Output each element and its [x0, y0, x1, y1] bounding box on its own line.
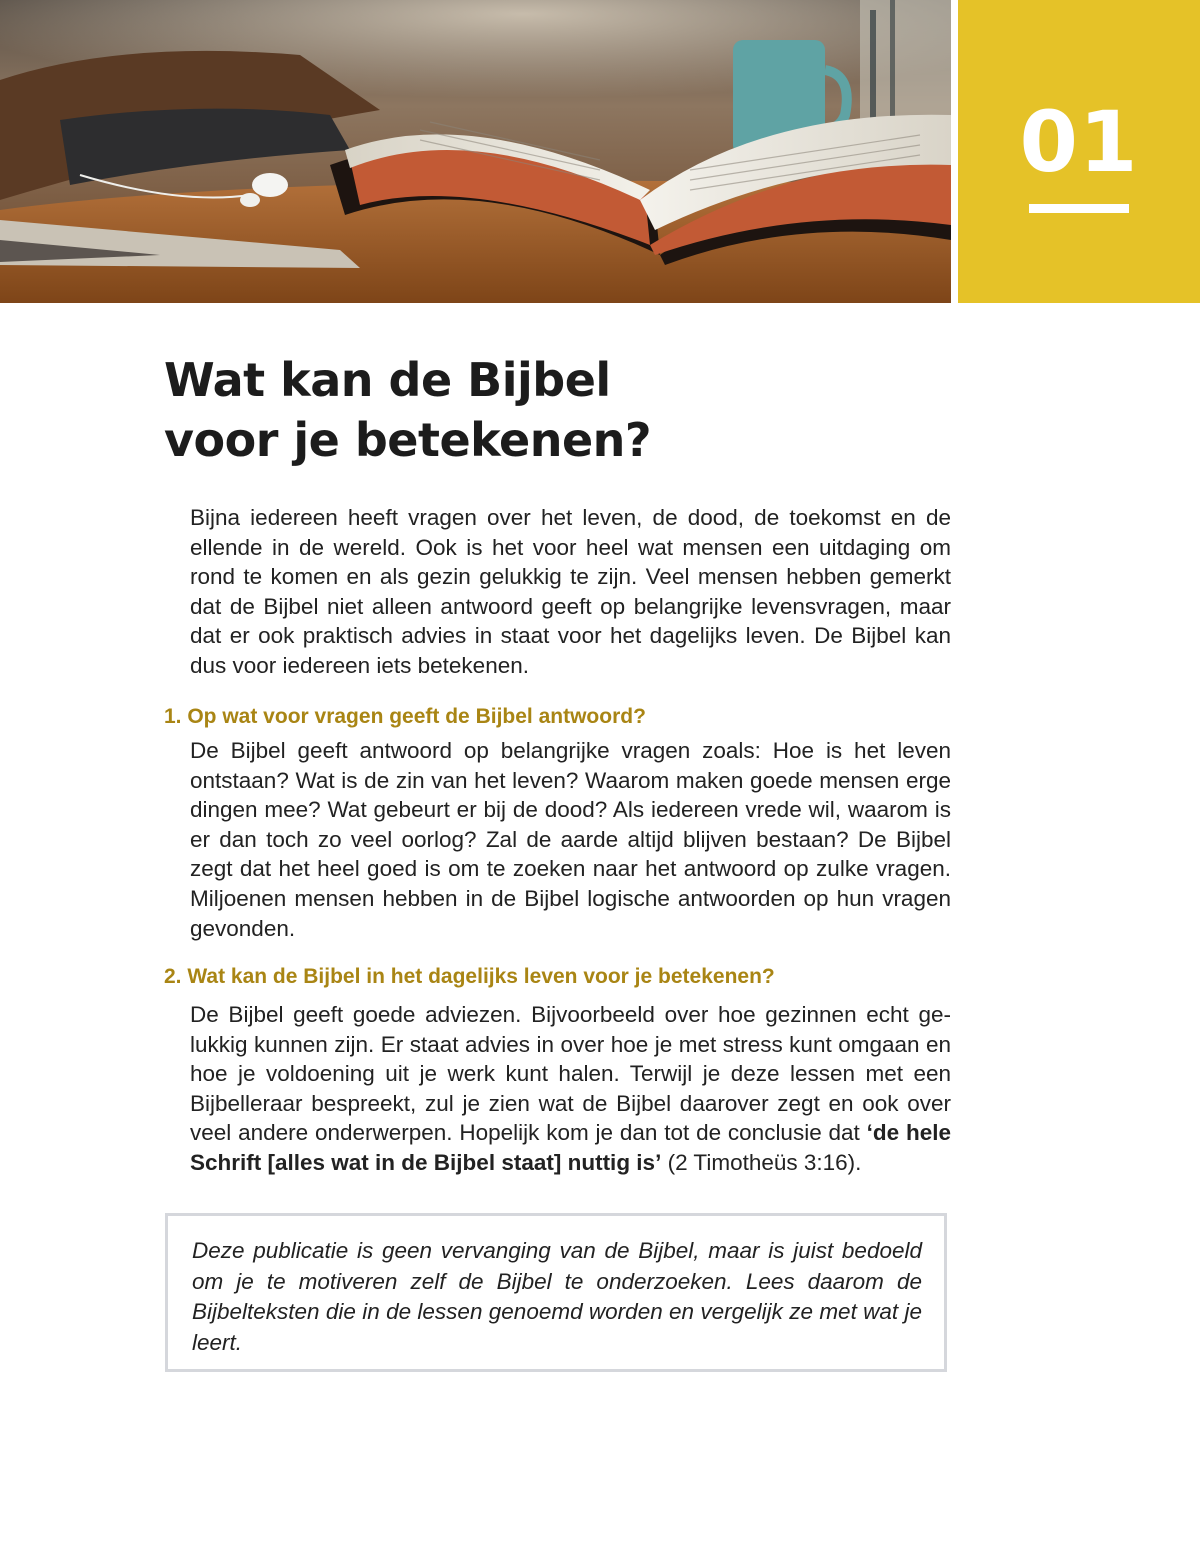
- page-title-line-2: voor je betekenen?: [164, 413, 652, 467]
- bible-quote: ‘de hele Schrift [alles wat in de Bijbel staat] nuttig is’: [190, 1120, 951, 1175]
- lesson-number-underline: [1029, 204, 1129, 213]
- page-title-line-1: Wat kan de Bijbel: [164, 353, 611, 407]
- section-1-body: De Bijbel geeft antwoord op belangrijke vragen zoals: Hoe is het leven ontstaan? Wat is de zin van het leven? Waarom maken goede mensen erge dingen mee? Wat gebeurt er bij de dood? Als iedereen vrede wil, waarom is er dan toch zo veel oorlog? Zal de aarde altijd blijven bestaan? De Bijbel zegt dat het heel goed is om te zoeken naar het antwoord op zulke vragen. Miljoenen mensen hebben in de Bijbel logische antwoorden op hun vragen gevonden.: [190, 738, 951, 941]
- lesson-number: 01: [1019, 93, 1139, 191]
- section-2-body: [190, 1000, 951, 1178]
- intro-paragraph: Bijna iedereen heeft vragen over het leven, de dood, de toekomst en de ellende in de wereld. Ook is het voor heel wat mensen een uitdaging om rond te komen en als gezin gelukkig te zijn. Veel mensen hebben gemerkt dat de Bijbel niet alleen antwoord geeft op belangrijke levensvragen, maar dat er ook praktisch advies in staat voor het dagelijks leven. De Bijbel kan dus voor iedereen iets betekenen.: [190, 505, 951, 678]
- header-photo-open-bible: [0, 0, 951, 303]
- page-title: [164, 350, 864, 470]
- section-2-heading: 2. Wat kan de Bijbel in het dagelijks leven voor je betekenen?: [164, 965, 775, 988]
- section-1-heading: 1. Op wat voor vragen geeft de Bijbel antwoord?: [164, 705, 646, 728]
- note-box: [165, 1213, 947, 1372]
- open-bible-illustration: [0, 0, 951, 303]
- section-2-body-text: De Bijbel geeft goede adviezen. Bijvoorbeeld over hoe gezinnen echt gelukkig kunnen zijn. Er staat advies in over hoe je met stress kunt omgaan en hoe je voldoening uit je werk kunt halen. Terwijl je deze lessen met een Bijbelleraar bespreekt, zul je zien wat de Bijbel daarover zegt en ook over veel andere onderwerpen. Hopelijk kom je dan tot de conclusie dat: [190, 1002, 951, 1146]
- note-text: Deze publicatie is geen vervanging van de Bijbel, maar is juist bedoeld om je te motiveren zelf de Bijbel te onderzoeken. Lees daarom de Bijbelteksten die in de lessen genoemd worden en vergelijk ze met wat je leert.: [192, 1238, 922, 1355]
- bible-reference: (2 Timotheüs 3:16).: [661, 1149, 862, 1175]
- lesson-number-badge: [958, 0, 1200, 303]
